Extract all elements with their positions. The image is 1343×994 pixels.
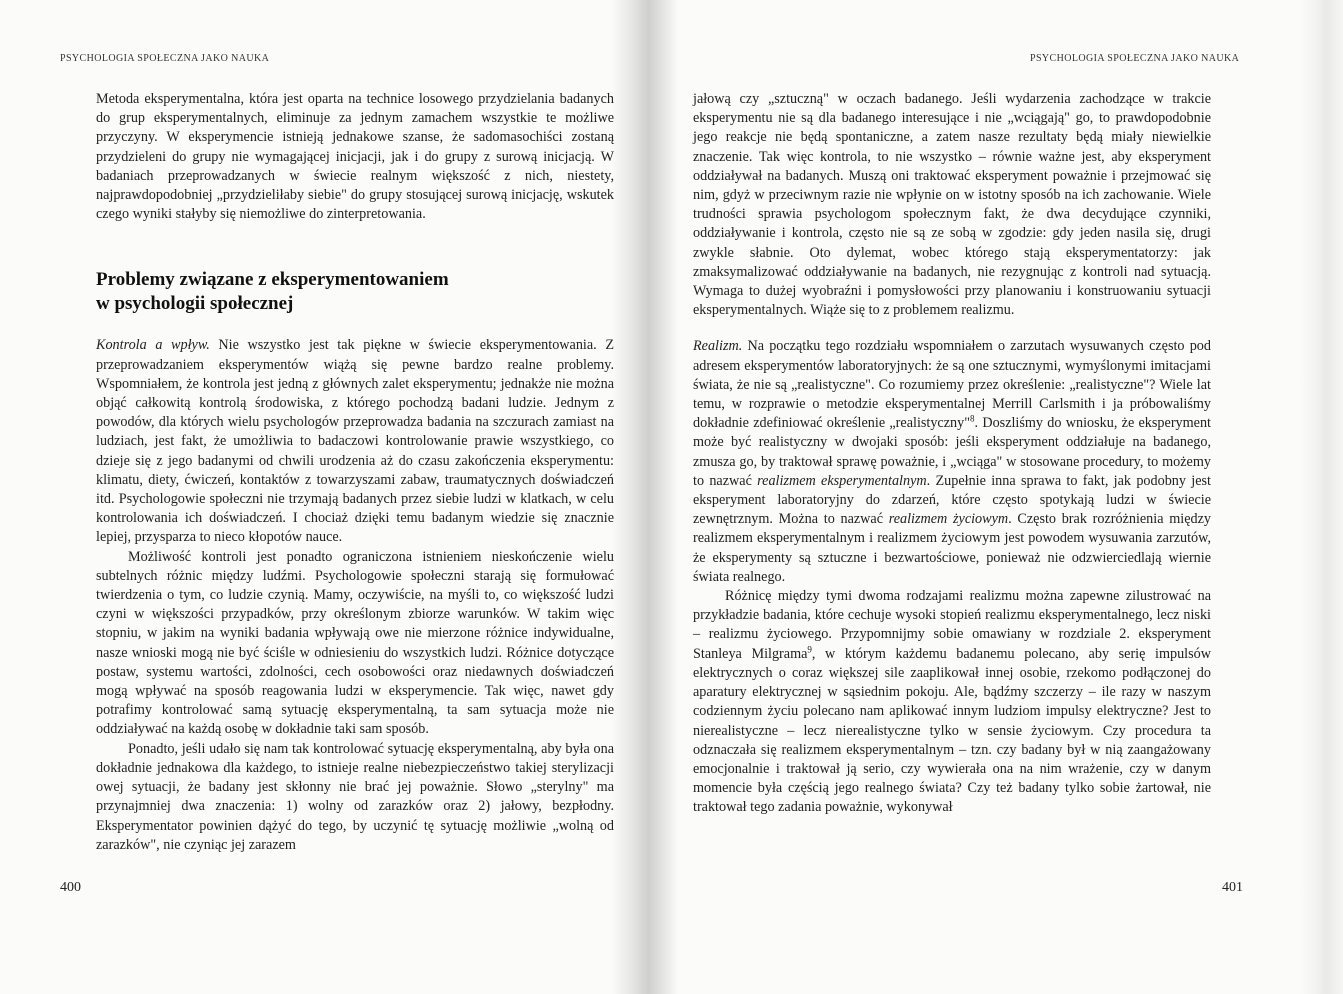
- right-paragraph-3-part-a: Różnicę między tymi dwoma rodzajami realizmu można zapewne zilustrować na przykładzie badania, które cechuje wysoki stopień realizmu eksperymentalnego, lecz niski – realizmu życiowego. Przypomnijmy sobie omawiany w rozdziale 2. eksperyment Stanleya Milgrama: [693, 588, 1211, 662]
- left-paragraph-1: Metoda eksperymentalna, która jest oparta na technice losowego przydzielania badanych do grup eksperymentalnych, eliminuje za jednym zamachem wszystkie te możliwe przyczyny. W eksperymencie istnieją jednakowe szanse, że sadomasochiści zostaną przydzieleni do grupy nie wymagającej inicjacji, jak i do grupy z surową inicjacją. W badaniach przeprowadzanych w świecie realnym większość z nich, niestety, najprawdopodobniej „przydzieliłaby siebie" do grupy stosującej surową inicjację, wskutek czego wyniki stałyby się niemożliwe do zinterpretowania.: [96, 91, 614, 223]
- paragraph-lead-control: Kontrola a wpływ.: [96, 337, 210, 354]
- right-paragraph-2-part-b: . Doszliśmy do wniosku, że eksperyment może być realistyczny w dwojaki sposób: jeśli eksperyment oddziałuje na badanego, zmusza go, by traktował sprawę poważnie, i „wciąga" w stosowane procedury, to możemy to nazwać: [693, 415, 1212, 489]
- term-experimental-realism: realizmem eksperymentalnym: [757, 472, 927, 489]
- right-paragraph-3-part-b: , w którym każdemu badanemu polecano, aby serię impulsów elektrycznych o coraz większej sile zaaplikował innej osobie, rzekomo podłączonej do aparatury elektrycznej w sąsiednim pokoju. Ale, bądźmy szczerzy – ile razy w naszym codziennym życiu polecano nam aplikować innym ludziom impulsy elektryczne? Jest to nierealistyczne – lecz nierealistyczne tylko w sensie życiowym. Czy procedura ta odznaczała się realizmem eksperymentalnym – tzn. czy badany był w nią zaangażowany emocjonalnie i traktował ją serio, czy wywierała ona na nim wrażenie, czy w danym momencie była częścią jego realnego świata? Czy też badany tylko sobie żartował, nie traktował tego zadania poważnie, wykonywał: [693, 645, 1211, 816]
- left-paragraph-2: [96, 336, 614, 547]
- left-page-number: 400: [60, 880, 81, 895]
- left-paragraph-4: Ponadto, jeśli udało się nam tak kontrolować sytuację eksperymentalną, aby była ona dokładnie jednakowa dla każdego, to istnieje realne niebezpieczeństwo takiej sterylizacji owej sytuacji, że badany jest skłonny nie brać jej poważnie. Słowo „sterylny" ma przynajmniej dwa znaczenia: 1) wolny od zarazków oraz 2) jałowy, bezpłodny. Eksperymentator powinien dążyć do tego, by uczynić tę sytuację możliwie „wolną od zarazków", nie czyniąc jej zarazem: [96, 740, 614, 853]
- right-paragraph-2-part-c: . Zupełnie inna sprawa to fakt, jak podobny jest eksperyment laboratoryjny do zdarzeń, które często spotykają ludzi w świecie zewnętrznym. Można to nazwać: [693, 472, 1211, 528]
- term-mundane-realism: realizmem życiowym: [888, 511, 1009, 528]
- right-paragraph-2-part-d: . Często brak rozróżnienia między realizmem eksperymentalnym i realizmem życiowym jest powodem wysuwania zarzutów, że eksperymenty są sztuczne i bezwartościowe, ponieważ nie odzwierciedlają wiernie świata realnego.: [693, 511, 1211, 585]
- section-heading-line-2: w psychologii społecznej: [96, 293, 294, 315]
- left-running-head: PSYCHOLOGIA SPOŁECZNA JAKO NAUKA: [60, 53, 270, 64]
- left-paragraph-2-text: Nie wszystko jest tak piękne w świecie eksperymentowania. Z przeprowadzaniem eksperymentów wiążą się pewne bardzo realne problemy. Wspomniałem, że kontrola jest jedną z głównych zalet eksperymentu; jednakże nie można objąć całkowitą kontrolą środowiska, z którego pochodzą badani ludzie. Jednym z powodów, dla których wielu psychologów przeprowadza badania na szczurach zamiast na ludziach, jest fakt, że umożliwia to badaczowi kontrolowanie prawie wszystkiego, co dzieje się z jego badanymi od chwili urodzenia aż do czasu zakończenia eksperymentu: klimatu, diety, ćwiczeń, kontaktów z towarzyszami zabaw, traumatycznych doświadczeń itd. Psychologowie społeczni nie trzymają badanych przez siebie ludzi w klatkach, w celu kontrolowania ich doświadczeń. I chociaż dzięki temu badanym wiedzie się znacznie lepiej, przysparza to nieco kłopotów nauce.: [96, 337, 615, 546]
- book-gutter-shadow: [612, 0, 678, 994]
- paragraph-lead-realism: Realizm.: [693, 338, 743, 355]
- footnote-ref-9: 9: [807, 643, 812, 654]
- right-paragraph-1: jałową czy „sztuczną" w oczach badanego. Jeśli wydarzenia zachodzące w trakcie eksperymentu nie są dla badanego interesujące i nie „wciągają" go, to prawdopodobnie jego reakcje nie będą spontaniczne, a zatem nasze rezultaty będą miały niewielkie znaczenie. Tak więc kontrola, to nie wszystko – równie ważne jest, aby eksperyment oddziaływał na badanych. Muszą oni traktować eksperyment poważnie i przejmować się nim, gdyż w przeciwnym razie nie wpłynie on w istotny sposób na ich zachowanie. Wiele trudności sprawia psychologom społecznym fakt, że dwa decydujące czynniki, oddziaływanie i kontrola, często nie są ze sobą w zgodzie: gdy jeden nasila się, drugi zwykle słabnie. Oto dylemat, wobec którego stają eksperymentatorzy: jak zmaksymalizować oddziaływanie na badanych, nie rezygnując z kontroli nad sytuacją. Wymaga to dużej wyobraźni i pomysłowości przy planowaniu i konstruowaniu sytuacji eksperymentalnych. Wiąże się to z problemem realizmu.: [693, 91, 1211, 319]
- right-paragraph-2: [693, 337, 1211, 587]
- page-edge-shadow: [1300, 0, 1343, 994]
- footnote-ref-8: 8: [970, 413, 975, 424]
- section-heading-line-1: Problemy związane z eksperymentowaniem: [96, 269, 449, 291]
- left-page-column: [96, 90, 614, 855]
- left-paragraph-3: Możliwość kontroli jest ponadto ograniczona istnieniem nieskończenie wielu subtelnych różnic między ludźmi. Psychologowie społeczni starają się formułować twierdzenia o tym, co ludzie czynią. Mamy, oczywiście, na myśli to, co większość ludzi czyni w większości przypadków, przy określonym zbiorze warunków. W takim więc stopniu, w jakim na wyniki badania wpływają owe nie mierzone różnice indywidualne, nasze wnioski mogą nie być ściśle w odniesieniu do wszystkich ludzi. Różnice dotyczące postaw, systemu wartości, zdolności, cech osobowości oraz niedawnych doświadczeń mogą wpływać na sposób reagowania ludzi w eksperymencie. Tak więc, nawet gdy potrafimy kontrolować samą sytuację eksperymentalną, ta sam sytuacja może nie oddziaływać na każdą osobę w dokładnie taki sam sposób.: [96, 548, 614, 738]
- right-paragraph-2-part-a: Na początku tego rozdziału wspomniałem o zarzutach wysuwanych często pod adresem eksperymentów laboratoryjnych: że są one sztucznymi, wymyślonymi imitacjami świata, że nie są „realistyczne". Co rozumiemy przez określenie: „realistyczne"? Wiele lat temu, w rozprawie o metodzie eksperymentalnej Merrill Carlsmith i ja próbowaliśmy dokładnie zdefiniować określenie „realistyczny": [693, 338, 1211, 432]
- section-heading: [96, 268, 614, 316]
- right-page-number: 401: [1222, 880, 1243, 895]
- right-paragraph-3: [693, 587, 1211, 817]
- right-page-column: [693, 90, 1211, 818]
- right-running-head: PSYCHOLOGIA SPOŁECZNA JAKO NAUKA: [1030, 53, 1240, 64]
